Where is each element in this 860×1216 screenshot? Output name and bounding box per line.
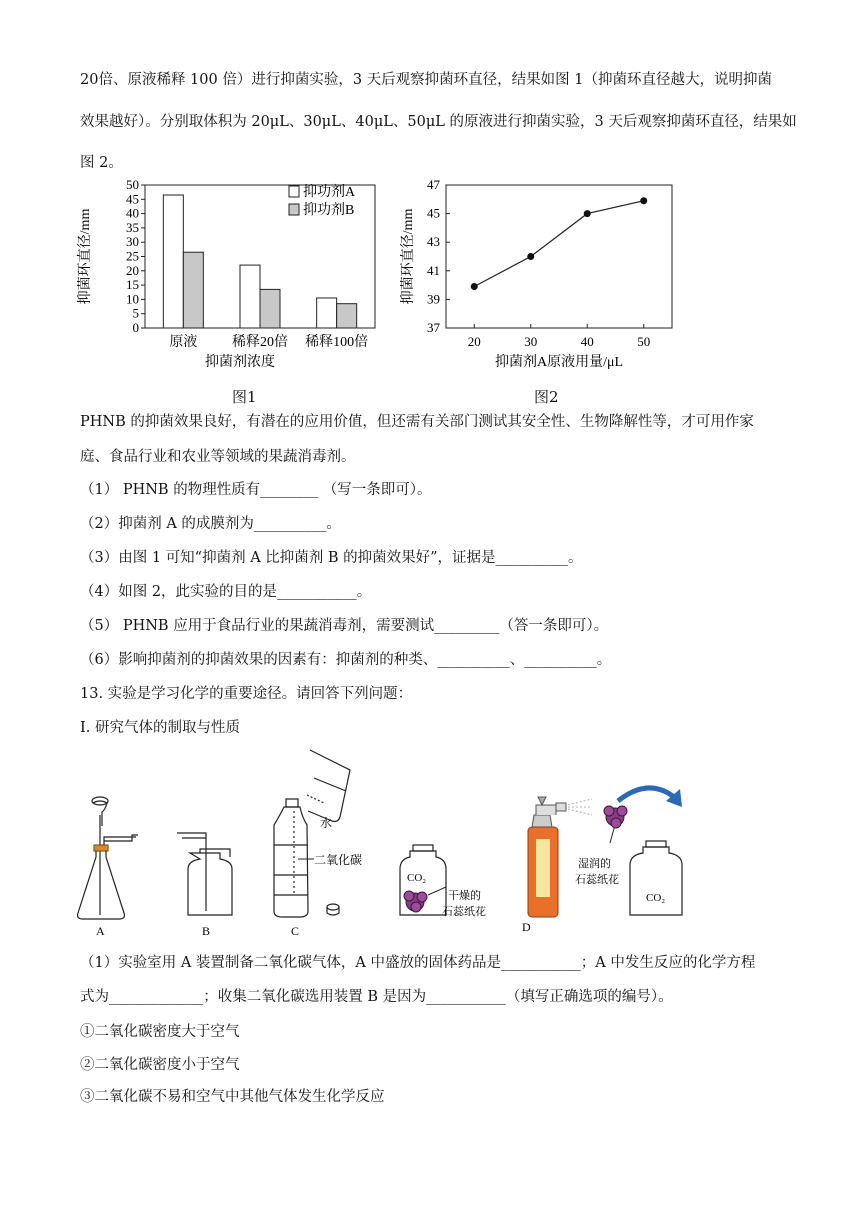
figure-1-bar-chart [75, 175, 395, 380]
x-tick-label: 30 [524, 334, 538, 349]
y-tick-label: 25 [126, 248, 139, 264]
y-tick-label: 39 [427, 291, 440, 307]
intro-line-1: 20倍、原液稀释 100 倍）进行抑菌实验，3 天后观察抑菌环直径，结果如图 1（抑菌环直径越大，说明抑菌 [80, 72, 773, 88]
co2-jar-label: CO₂ [407, 872, 427, 884]
figure-1-caption: 图1 [232, 388, 257, 406]
spray-bottle-icon [528, 797, 592, 917]
y-tick-label: 0 [132, 320, 139, 335]
y-tick-label: 15 [126, 277, 139, 293]
apparatus-a-flask [78, 797, 138, 919]
question-4: （4）如图 2，此实验的目的是___________。 [80, 584, 372, 600]
y-tick-label: 40 [126, 205, 139, 221]
question-13-title: 13. 实验是学习化学的重要途径。请回答下列问题： [80, 686, 413, 702]
y-tick-label: 45 [126, 191, 139, 207]
y-tick-label: 41 [427, 262, 440, 278]
y-tick-label: 20 [126, 262, 139, 278]
option-3: ③二氧化碳不易和空气中其他气体发生化学反应 [80, 1089, 385, 1105]
q13-1-line-1: （1）实验室用 A 装置制备二氧化碳气体，A 中盛放的固体药品是___________；A 中发生反应的化学方程 [80, 955, 756, 971]
y-tick-label: 37 [427, 320, 440, 335]
bar [163, 195, 183, 328]
curved-arrow-icon [618, 788, 674, 801]
y-tick-label: 30 [126, 234, 139, 250]
x-axis-label: 抑菌剂浓度 [205, 355, 275, 370]
data-point [527, 253, 534, 260]
intro-line-2: 效果越好）。分别取体积为 20μL、30μL、40μL、50μL 的原液进行抑菌实验，3 天后观察抑菌环直径，结果如 [80, 114, 797, 130]
figure-2-caption: 图2 [534, 388, 559, 406]
option-1: ①二氧化碳密度大于空气 [80, 1024, 240, 1040]
intro-line-3: 图 2。 [80, 155, 123, 171]
y-tick-label: 35 [126, 219, 139, 235]
dry-litmus-flower-icon [404, 891, 427, 912]
legend-label: 抑功剂A [303, 185, 356, 200]
x-tick-label: 稀释100倍 [305, 335, 369, 350]
x-axis-label: 抑菌剂A原液用量/μL [494, 355, 624, 370]
x-tick-label: 稀释20倍 [232, 335, 288, 350]
y-axis-label: 抑菌环直径/mm [78, 208, 93, 305]
legend-swatch [289, 186, 299, 197]
data-point [584, 210, 591, 217]
data-point [471, 283, 478, 290]
data-point [640, 197, 647, 204]
x-tick-label: 50 [637, 334, 651, 349]
co2-jar-d-label: CO₂ [646, 892, 666, 904]
para-line-2: 庭、食品行业和农业等领域的果蔬消毒剂。 [80, 449, 356, 465]
question-2: （2）抑菌剂 A 的成膜剂为__________。 [80, 516, 341, 532]
co2-bottle-label: 二氧化碳 [314, 853, 363, 867]
water-label: 水 [320, 816, 333, 830]
wet-flower-label-2: 石蕊纸花 [575, 874, 619, 886]
series-line [474, 201, 644, 287]
label-a: A [96, 924, 105, 938]
option-2: ②二氧化碳密度小于空气 [80, 1057, 240, 1073]
legend-label: 抑功剂B [303, 203, 355, 218]
plot-frame [446, 185, 672, 328]
section-i-title: I. 研究气体的制取与性质 [80, 720, 240, 736]
y-tick-label: 5 [132, 305, 139, 321]
wet-flower-label-1: 湿润的 [578, 858, 611, 870]
y-tick-label: 47 [427, 177, 440, 192]
y-tick-label: 10 [126, 291, 139, 307]
apparatus-c-bottle [274, 750, 350, 917]
bar [337, 304, 357, 328]
question-3: （3）由图 1 可知“抑菌剂 A 比抑菌剂 B 的抑菌效果好”，证据是__________。 [80, 550, 583, 566]
x-tick-label: 原液 [169, 335, 198, 350]
apparatus-b-bottle [177, 833, 232, 915]
y-tick-label: 50 [126, 177, 139, 192]
y-tick-label: 45 [427, 205, 440, 221]
para-line-1: PHNB 的抑菌效果良好，有潜在的应用价值，但还需有关部门测试其安全性、生物降解性等，才可用作家 [80, 414, 754, 430]
label-c: C [291, 924, 300, 938]
question-1: （1） PHNB 的物理性质有________ （写一条即可）。 [80, 482, 432, 498]
legend-swatch [289, 204, 299, 215]
label-b: B [202, 924, 211, 938]
x-tick-label: 40 [580, 334, 594, 349]
bar [260, 289, 280, 328]
figure-2-line-chart [400, 175, 700, 380]
y-axis-label: 抑菌环直径/mm [401, 208, 416, 305]
apparatus-illustration [70, 745, 770, 945]
bar [240, 265, 260, 328]
dry-flower-label-1: 干燥的 [448, 890, 481, 902]
x-tick-label: 20 [467, 334, 481, 349]
bar [183, 252, 203, 328]
label-d: D [522, 920, 531, 934]
bar [317, 298, 337, 328]
wet-litmus-flower-icon [604, 806, 627, 828]
question-6: （6）影响抑菌剂的抑菌效果的因素有：抑菌剂的种类、__________、__________。 [80, 652, 612, 668]
question-5: （5） PHNB 应用于食品行业的果蔬消毒剂，需要测试_________（答一条即可）。 [80, 618, 609, 634]
q13-1-line-2: 式为_____________；收集二氧化碳选用装置 B 是因为___________（填写正确选项的编号）。 [80, 989, 673, 1005]
y-tick-label: 43 [427, 234, 440, 250]
dry-flower-label-2: 石蕊纸花 [442, 906, 486, 918]
